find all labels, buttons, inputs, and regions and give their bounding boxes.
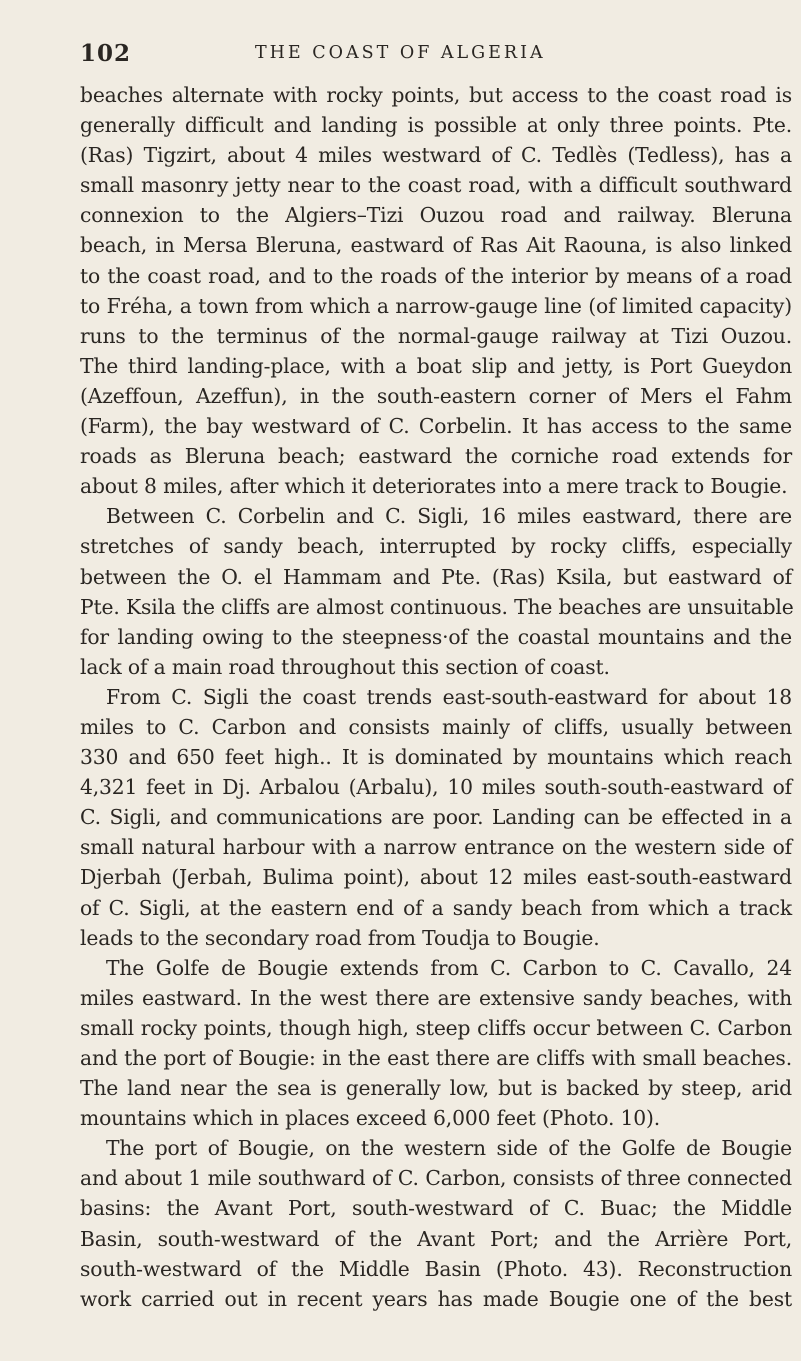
text-line: From C. Sigli the coast trends east-south-eastward for about 18 [106,684,792,709]
text-line: (Azeffoun, Azeffun), in the south-eastern corner of Mers el Fahm [80,383,792,408]
text-line: lack of a main road throughout this section of coast. [80,654,610,679]
text-line: mountains which in places exceed 6,000 feet (Photo. 10). [80,1106,661,1131]
text-line: (Farm), the bay westward of C. Corbelin. It has access to the same [80,414,792,439]
text-line: connexion to the Algiers–Tizi Ouzou road and railway. Bleruna [80,203,792,228]
text-line: roads as Bleruna beach; eastward the corniche road extends for [80,444,792,469]
text-line: The Golfe de Bougie extends from C. Carbon to C. Cavallo, 24 [106,955,792,980]
text-line: miles eastward. In the west there are extensive sandy beaches, with [80,985,792,1010]
running-title: THE COAST OF ALGERIA [255,43,546,63]
text-line: work carried out in recent years has made Bougie one of the best [80,1286,792,1311]
text-line: (Ras) Tigzirt, about 4 miles westward of C. Tedlès (Tedless), has a [80,143,792,168]
text-line: leads to the secondary road from Toudja to Bougie. [80,925,600,950]
text-line: The third landing-place, with a boat slip and jetty, is Port Gueydon [80,353,792,378]
text-line: Basin, south-westward of the Avant Port; and the Arrière Port, [80,1226,792,1251]
text-line: stretches of sandy beach, interrupted by rocky cliffs, especially [80,534,792,559]
text-line: and the port of Bougie: in the east there are cliffs with small beaches. [80,1046,792,1070]
text-line: Pte. Ksila the cliffs are almost continuous. The beaches are unsuitable [80,594,794,619]
text-line: 4,321 feet in Dj. Arbalou (Arbalu), 10 miles south-south-eastward of [80,775,792,800]
text-line: beaches alternate with rocky points, but access to the coast road is [80,83,792,107]
text-line: south-westward of the Middle Basin (Photo. 43). Reconstruction [80,1256,792,1281]
text-line: miles to C. Carbon and consists mainly of cliffs, usually between [80,714,792,739]
text-line: runs to the terminus of the normal-gauge railway at Tizi Ouzou. [80,323,792,348]
text-line: to Fréha, a town from which a narrow-gauge line (of limited capacity) [80,293,792,318]
text-line: for landing owing to the steepness·of the coastal mountains and the [80,624,792,649]
text-line: and about 1 mile southward of C. Carbon, consists of three connected [80,1166,792,1191]
body-text [80,80,792,1314]
text-line: small natural harbour with a narrow entrance on the western side of [80,835,792,860]
text-line: Between C. Corbelin and C. Sigli, 16 miles eastward, there are [106,504,792,529]
running-head [80,40,781,72]
text-line: beach, in Mersa Bleruna, eastward of Ras Ait Raouna, is also linked [80,233,792,258]
text-line: The land near the sea is generally low, but is backed by steep, arid [80,1076,792,1101]
text-line: 330 and 650 feet high.. It is dominated by mountains which reach [80,745,792,770]
text-line: Djerbah (Jerbah, Bulima point), about 12 miles east-south-eastward [80,865,792,890]
text-line: between the O. el Hammam and Pte. (Ras) Ksila, but eastward of [80,564,792,589]
text-line: The port of Bougie, on the western side of the Golfe de Bougie [106,1136,792,1161]
text-line: small rocky points, though high, steep cliffs occur between C. Carbon [80,1015,792,1040]
page-number: 102 [80,40,132,67]
text-line: generally difficult and landing is possible at only three points. Pte. [80,113,792,138]
text-line: basins: the Avant Port, south-westward of C. Buac; the Middle [80,1196,792,1221]
text-line: C. Sigli, and communications are poor. Landing can be effected in a [80,805,792,830]
text-line: about 8 miles, after which it deteriorates into a mere track to Bougie. [80,474,788,499]
text-line: small masonry jetty near to the coast road, with a difficult southward [80,173,792,198]
text-line: of C. Sigli, at the eastern end of a sandy beach from which a track [80,895,792,920]
text-line: to the coast road, and to the roads of the interior by means of a road [80,263,792,288]
